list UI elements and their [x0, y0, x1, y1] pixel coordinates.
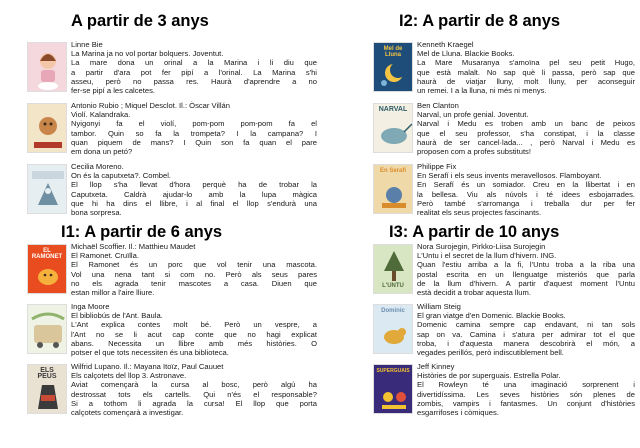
book-summary-line: haurà de viatjar lluny, molt lluny, per aconseguir [417, 76, 635, 86]
book-summary-line: quan piquem de mans? I Quin son fa quan el pare [71, 137, 317, 147]
book-summary-line: El llop s'ha llevat d'hora perquè ha de trobar la [71, 180, 317, 190]
book-entry [27, 101, 317, 159]
book-summary-line: esgarrifoses i còmiques. [417, 408, 499, 418]
book-title: El gran viatge d'en Domenic. Blackie Books. [417, 311, 566, 321]
book-title: On és la caputxeta?. Combel. [71, 171, 172, 181]
book-title: Els calçotets del llop 3. Astronave. [71, 371, 187, 381]
book-summary-line: El Rowleyn té una imaginació sorprenent i [417, 380, 635, 390]
book-author: Philippe Fix [417, 162, 457, 171]
book-title: Històries de por superguais. Estrella Polar. [417, 371, 561, 381]
section-title: I1: A partir de 6 anys [61, 223, 223, 241]
book-summary-line: no els agrada tenir mascotes a casa. Diuen que [71, 278, 317, 288]
book-summary-line: calçotets començarà a investigar. [71, 408, 184, 418]
book-summary-line: que el seu professor, s'ha constipat, i la classe [417, 128, 635, 138]
section-title: I3: A partir de 10 anys [389, 223, 560, 241]
book-cover-text: Mel de Lluna [383, 46, 403, 58]
book-cover-superheroes-icon [373, 364, 413, 414]
book-summary-line: realitat els seus projectes fascinants. [417, 208, 542, 218]
book-summary-line: de la llum d'hivern. A partir d'aquest moment l'Untu [417, 278, 635, 288]
book-title: Narval, un profe genial. Joventut. [417, 110, 529, 120]
book-summary-line: sap on va. Camina i s'atura per admirar tot el que [417, 329, 635, 339]
book-summary-line: Nyigonyi fa el violí, pom-pom pom-pom fa el [71, 119, 317, 129]
book-summary-line: un remei. I a la lluna, ni més ni menys. [417, 86, 547, 96]
book-summary-line: Caputxeta. Caldrà ajudar-lo amb la lupa màgica [71, 189, 317, 199]
book-summary-line: El Ramonet és un porc que vol tenir una mascota. [71, 260, 317, 270]
book-cover-text: ELS PEUS [37, 367, 57, 380]
book-author: Nora Surojegin, Pirkko-Liisa Surojegin [417, 242, 546, 251]
book-summary-line: L'Ant explica contes molt bé. Però un vespre, a [71, 320, 317, 330]
book-title: La Marina ja no vol portar bolquers. Joventut. [71, 49, 224, 59]
book-summary-line: asseu, però no passa res. Haurà d'aprendre a no [71, 76, 317, 86]
book-summary-line: Aviat començarà la cursa al bosc, però algú ha [71, 380, 317, 390]
book-summary-line: a partir d'ara pot fer pipí a l'orinal. La Marina s'hi [71, 67, 317, 77]
book-cover-text: En Serafí [379, 168, 406, 174]
book-summary-line: La mare dona un orinal a la Marina i li diu que [71, 58, 317, 68]
book-summary-line: estan millor a l'aire lliure. [71, 288, 155, 298]
book-summary-line: zombis, vampirs i fantasmes. Un conjunt d'històries [417, 398, 635, 408]
book-author: Antonio Rubio ; Miquel Desclot. Il.: Òscar Villán [71, 101, 230, 110]
book-summary-line: em dona un petó? [71, 147, 133, 157]
book-cover-narwhal-icon [373, 103, 413, 153]
book-entry [373, 362, 635, 422]
book-cover-ant-library-icon [27, 304, 67, 354]
book-summary-line: fer-se pipí a les calcetes. [71, 86, 155, 96]
book-title: En Serafí i els seus invents meravellosos. Flamboyant. [417, 171, 602, 181]
book-author: Kenneth Kraegel [417, 40, 474, 49]
book-entry [27, 40, 317, 98]
book-entry [27, 162, 317, 222]
book-summary-line: que està malalt. No sap què li passa, però sap que [417, 67, 635, 77]
book-author: Wilfrid Lupano. Il.: Mayana Itoïz, Paul Cauuet [71, 362, 224, 371]
book-summary-line: Narval i Medu es troben amb un banc de peixos [417, 119, 635, 129]
book-cover-text: NARVAL [378, 106, 408, 113]
book-title: L'Untu i el secret de la llum d'hivern. ING. [417, 251, 557, 261]
book-cover-dominic-dog-icon [373, 304, 413, 354]
book-cover-untu-tree-icon [373, 244, 413, 294]
book-summary-line: divertidíssima. Les seves històries són plenes de [417, 389, 635, 399]
book-summary-line: vegades perillós, però indiscutiblement bell. [417, 348, 564, 358]
section-3-anys [27, 8, 317, 223]
book-entry [27, 362, 317, 422]
book-cover-wolf-shoes-icon [27, 364, 67, 414]
book-summary-line: l'Ant no se li acut cap conte que no hagi explicat [71, 329, 317, 339]
book-author: Jeff Kinney [417, 362, 455, 371]
book-summary-line: la bellesa. Viu als núvols i té idees esbojarrades. [417, 189, 635, 199]
book-cover-serafi-icon [373, 164, 413, 214]
book-summary-line: haurà de ser cancel·lada... , però Narval i Medu es [417, 137, 635, 147]
book-summary-line: Domenic camina sempre cap endavant, ni tan sols [417, 320, 635, 330]
book-cover-moon-honey-icon [373, 42, 413, 92]
book-title: Mel de Lluna. Blackie Books. [417, 49, 515, 59]
book-entry [373, 242, 635, 300]
book-author: Cecilia Moreno. [71, 162, 124, 171]
book-title: El Ramonet. Cruïlla. [71, 251, 139, 261]
section-8-anys [373, 8, 635, 223]
book-entry [373, 302, 635, 360]
book-cover-girl-potty-icon [27, 42, 67, 92]
book-summary-line: Quan l'estiu arriba a la fi, l'Untu troba a la riba una [417, 260, 635, 270]
book-summary-line: postal escrita en un llenguatge misteriós que parla [417, 269, 635, 279]
book-cover-ramonet-pig-icon [27, 244, 67, 294]
book-author: Inga Moore [71, 302, 110, 311]
book-entry [373, 162, 635, 222]
book-summary-line: Però també s'arromanga i treballa dur per fer [417, 198, 635, 208]
book-cover-violin-icon [27, 103, 67, 153]
book-author: Michaël Scoffier. Il.: Matthieu Maudet [71, 242, 196, 251]
book-summary-line: abans. Necessita un llibre amb més històries. O [71, 338, 317, 348]
section-10-anys [373, 222, 635, 444]
section-6-anys [27, 222, 317, 444]
book-title: Violí. Kalandraka. [71, 110, 131, 120]
book-summary-line: destrossat tots els cartells. Qui n'és el responsable? [71, 389, 317, 399]
book-summary-line: està decidit a trobar aquesta llum. [417, 288, 531, 298]
book-cover-text: Dominic [381, 308, 405, 314]
book-author: Ben Clanton [417, 101, 459, 110]
book-summary-line: potser el que tots necessiten és una biblioteca. [71, 348, 229, 358]
book-entry [373, 40, 635, 98]
book-cover-text: L'UNTU [382, 283, 404, 289]
book-summary-line: Vol una nena tant si com no. Però als seus pares [71, 269, 317, 279]
book-entry [373, 101, 635, 159]
book-summary-line: proposen com a profes substituts! [417, 147, 531, 157]
book-summary-line: La Mare Musaranya s'amoïna pel seu petit Hugo, [417, 58, 635, 68]
book-cover-text: SUPERGUAIS [376, 368, 410, 374]
book-summary-line: que hi ha dins el llibre, i al final el llop s'endurà una [71, 198, 317, 208]
book-summary-line: bona sorpresa. [71, 208, 122, 218]
book-title: El bibliobús de l'Ant. Baula. [71, 311, 163, 321]
book-entry [27, 302, 317, 360]
book-summary-line: En Serafí és un somiador. Creu en la llibertat i en [417, 180, 635, 190]
book-summary-line: tambor. Quin so fa la trompeta? I la campana? I [71, 128, 317, 138]
section-title: I2: A partir de 8 anys [399, 12, 561, 30]
book-summary-line: Si a tothom li agrada la cursa! El llop que porta [71, 398, 317, 408]
section-title: A partir de 3 anys [71, 12, 209, 30]
book-cover-text: EL RAMONET [31, 248, 63, 260]
book-entry [27, 242, 317, 300]
book-author: William Steig [417, 302, 461, 311]
book-author: Linne Bie [71, 40, 103, 49]
book-cover-wolf-tale-icon [27, 164, 67, 214]
book-summary-line: troba, i d'aquesta manera descobrirà el món, a [417, 338, 635, 348]
